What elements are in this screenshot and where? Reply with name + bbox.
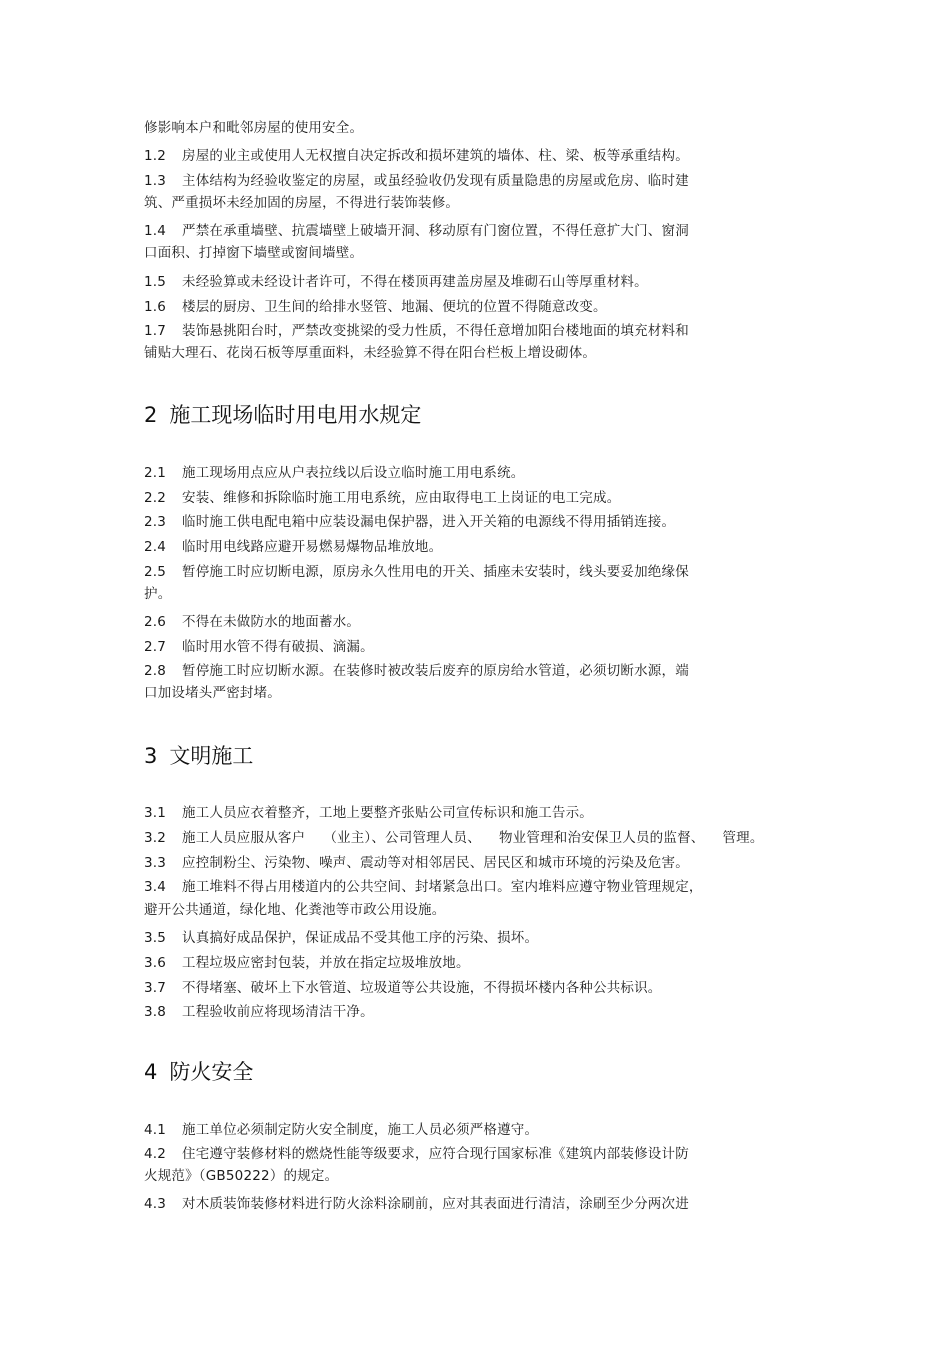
clause-4-1 [144, 1120, 538, 1140]
clause-text: 施工人员应服从客户 [182, 830, 306, 846]
clause-number: 4.2 [144, 1146, 167, 1162]
clause-number: 3.3 [144, 855, 167, 871]
clause-number: 3.7 [144, 980, 167, 996]
clause-3-4 [144, 877, 703, 897]
clause-number: 1.5 [144, 274, 167, 290]
clause-number: 2.3 [144, 514, 167, 530]
clause-text: 临时用水管不得有破损、滴漏。 [182, 639, 374, 655]
clause-2-5 [144, 562, 689, 582]
clause-2-6 [144, 612, 360, 632]
clause-text: 应控制粉尘、污染物、噪声、震动等对相邻居民、居民区和城市环境的污染及危害。 [182, 855, 689, 871]
line-text: 修影响本户和毗邻房屋的使用安全。 [144, 120, 364, 136]
clause-text: 施工堆料不得占用楼道内的公共空间、封堵紧急出口。室内堆料应遵守物业管理规定， [182, 879, 703, 895]
clause-text: 暂停施工时应切断水源。在装修时被改装后废弃的原房给水管道，必须切断水源，端 [182, 663, 689, 679]
clause-4-3 [144, 1194, 689, 1214]
clause-2-8 [144, 661, 689, 681]
clause-number: 3.5 [144, 930, 167, 946]
clause-number: 3.4 [144, 879, 167, 895]
clause-1-3 [144, 171, 689, 191]
clause-1-6 [144, 297, 607, 317]
section-number: 2 [144, 403, 158, 427]
clause-number: 4.1 [144, 1122, 167, 1138]
clause-number: 2.6 [144, 614, 167, 630]
clause-4-2 [144, 1144, 689, 1164]
clause-text-part: （业主）、公司管理人员、 [323, 830, 481, 846]
clause-text: 房屋的业主或使用人无权擅自决定拆改和损坏建筑的墙体、柱、梁、板等承重结构。 [182, 148, 689, 164]
clause-3-8 [144, 1002, 374, 1022]
section-heading [144, 401, 421, 429]
section-number: 4 [144, 1060, 158, 1084]
clause-number: 1.6 [144, 299, 167, 315]
clause-text-part: 管理。 [722, 830, 764, 846]
line-text: 火规范》（GB50222）的规定。 [144, 1168, 339, 1184]
clause-number: 1.3 [144, 173, 167, 189]
text-line [144, 343, 596, 363]
line-text: 口面积、打掉窗下墙壁或窗间墙壁。 [144, 245, 364, 261]
line-text: 护。 [144, 586, 172, 602]
clause-text: 楼层的厨房、卫生间的给排水竖管、地漏、便坑的位置不得随意改变。 [182, 299, 607, 315]
text-line [144, 683, 281, 703]
clause-number: 2.4 [144, 539, 167, 555]
clause-text: 严禁在承重墙壁、抗震墙壁上破墙开洞、移动原有门窗位置，不得任意扩大门、窗洞 [182, 223, 689, 239]
clause-2-3 [144, 512, 675, 532]
clause-number: 3.2 [144, 830, 167, 846]
clause-text: 装饰悬挑阳台时，严禁改变挑梁的受力性质，不得任意增加阳台楼地面的填充材料和 [182, 323, 689, 339]
clause-number: 1.2 [144, 148, 167, 164]
section-heading [144, 1058, 253, 1086]
clause-text: 工程验收前应将现场清洁干净。 [182, 1004, 374, 1020]
clause-3-6 [144, 953, 470, 973]
clause-1-5 [144, 272, 648, 292]
clause-number: 2.1 [144, 465, 167, 481]
section-title: 防火安全 [169, 1060, 254, 1084]
clause-number: 4.3 [144, 1196, 167, 1212]
clause-text: 暂停施工时应切断电源，原房永久性用电的开关、插座未安装时，线头要妥加绝缘保 [182, 564, 689, 580]
text-line [144, 193, 459, 213]
line-text: 铺贴大理石、花岗石板等厚重面料，未经验算不得在阳台栏板上增设砌体。 [144, 345, 597, 361]
clause-text: 认真搞好成品保护，保证成品不受其他工序的污染、损坏。 [182, 930, 539, 946]
text-line [144, 243, 363, 263]
clause-3-2 [144, 828, 764, 848]
clause-text: 主体结构为经验收鉴定的房屋，或虽经验收仍发现有质量隐患的房屋或危房、临时建 [182, 173, 689, 189]
clause-3-1 [144, 803, 593, 823]
clause-1-2 [144, 146, 689, 166]
line-text: 筑、严重损坏未经加固的房屋，不得进行装饰装修。 [144, 195, 460, 211]
clause-2-4 [144, 537, 442, 557]
clause-3-7 [144, 978, 662, 998]
clause-3-3 [144, 853, 689, 873]
clause-number: 1.4 [144, 223, 167, 239]
clause-text: 施工现场用点应从户表拉线以后设立临时施工用电系统。 [182, 465, 525, 481]
clause-text: 施工人员应衣着整齐，工地上要整齐张贴公司宣传标识和施工告示。 [182, 805, 593, 821]
line-text: 口加设堵头严密封堵。 [144, 685, 281, 701]
section-title: 施工现场临时用电用水规定 [169, 403, 422, 427]
clause-text: 住宅遵守装修材料的燃烧性能等级要求，应符合现行国家标准《建筑内部装修设计防 [182, 1146, 689, 1162]
clause-number: 2.7 [144, 639, 167, 655]
text-line [144, 1166, 338, 1186]
clause-text: 工程垃圾应密封包装，并放在指定垃圾堆放地。 [182, 955, 470, 971]
clause-text: 对木质装饰装修材料进行防火涂料涂刷前，应对其表面进行清洁，涂刷至少分两次进 [182, 1196, 689, 1212]
section-number: 3 [144, 744, 158, 768]
text-line [144, 118, 363, 138]
clause-text: 不得在未做防水的地面蓄水。 [182, 614, 361, 630]
text-line [144, 584, 171, 604]
clause-number: 2.2 [144, 490, 167, 506]
section-title: 文明施工 [169, 744, 254, 768]
clause-number: 2.8 [144, 663, 167, 679]
clause-text: 临时用电线路应避开易燃易爆物品堆放地。 [182, 539, 443, 555]
clause-text: 施工单位必须制定防火安全制度，施工人员必须严格遵守。 [182, 1122, 539, 1138]
clause-text: 临时施工供电配电箱中应装设漏电保护器，进入开关箱的电源线不得用插销连接。 [182, 514, 676, 530]
text-line [144, 900, 445, 920]
clause-number: 3.1 [144, 805, 167, 821]
clause-text: 未经验算或未经设计者许可，不得在楼顶再建盖房屋及堆砌石山等厚重材料。 [182, 274, 648, 290]
clause-2-2 [144, 488, 620, 508]
clause-number: 3.8 [144, 1004, 167, 1020]
clause-2-1 [144, 463, 525, 483]
section-heading [144, 742, 253, 770]
clause-text: 安装、维修和拆除临时施工用电系统，应由取得电工上岗证的电工完成。 [182, 490, 621, 506]
clause-1-4 [144, 221, 689, 241]
clause-number: 1.7 [144, 323, 167, 339]
clause-3-5 [144, 928, 538, 948]
clause-1-7 [144, 321, 689, 341]
clause-text-part: 物业管理和治安保卫人员的监督、 [498, 830, 705, 846]
line-text: 避开公共通道，绿化地、化粪池等市政公用设施。 [144, 902, 446, 918]
clause-number: 2.5 [144, 564, 167, 580]
clause-number: 3.6 [144, 955, 167, 971]
clause-text: 不得堵塞、破坏上下水管道、垃圾道等公共设施，不得损坏楼内各种公共标识。 [182, 980, 662, 996]
clause-2-7 [144, 637, 374, 657]
